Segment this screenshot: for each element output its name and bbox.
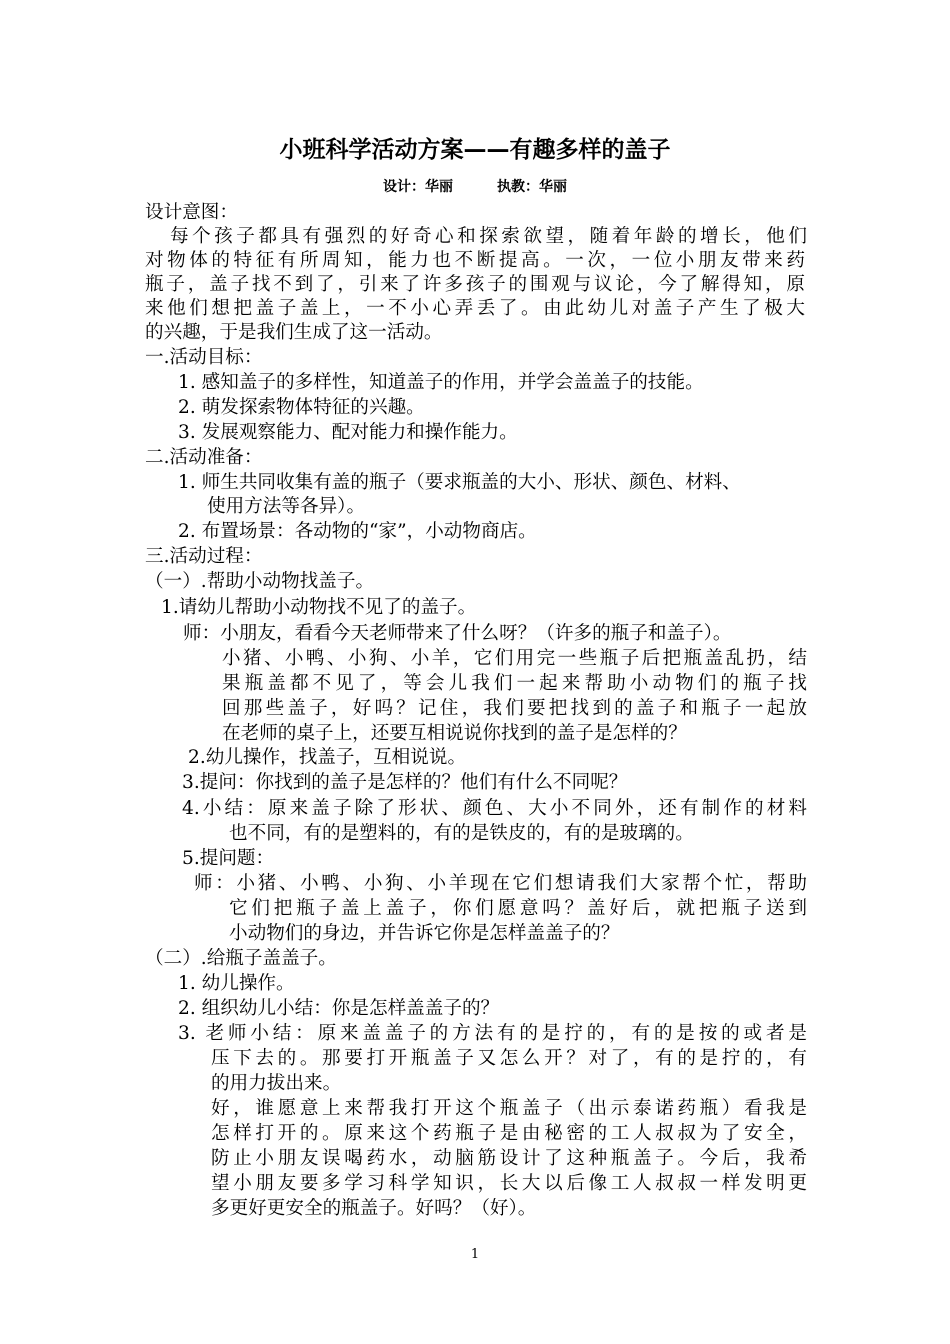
page-number: 1 (470, 1247, 480, 1262)
list-item: 3. 老师小结：原来盖盖子的方法有的是拧的，有的是按的或者是 (178, 1023, 807, 1044)
paragraph-line: 望小朋友要多学习科学知识，长大以后像工人叔叔一样发明更 (211, 1173, 807, 1194)
step-item-continuation: 也不同，有的是塑料的，有的是铁皮的，有的是玻璃的。 (229, 823, 694, 844)
paragraph-line: 怎样打开的。原来这个药瓶子是由秘密的工人叔叔为了安全， (211, 1123, 807, 1144)
list-item: 1. 感知盖子的多样性，知道盖子的作用，并学会盖盖子的技能。 (178, 372, 704, 393)
section-heading-goals: 一.活动目标： (145, 347, 263, 368)
teacher-speech-line: 在老师的桌子上，还要互相说说你找到的盖子是怎样的？ (222, 723, 687, 744)
list-item: 2. 布置场景：各动物的“家”，小动物商店。 (178, 521, 537, 542)
list-item: 3. 发展观察能力、配对能力和操作能力。 (178, 422, 518, 443)
byline (0, 177, 950, 197)
teacher-speech-line: 它们把瓶子盖上盖子，你们愿意吗？盖好后，就把瓶子送到 (229, 898, 807, 919)
designer-credit: 设计：华丽 (383, 179, 453, 195)
section-heading-preparation: 二.活动准备： (145, 447, 263, 468)
step-item: 5.提问题： (182, 848, 275, 869)
paragraph-line: 好，谁愿意上来帮我打开这个瓶盖子（出示泰诺药瓶）看我是 (211, 1098, 807, 1119)
paragraph-line: 对物体的特征有所周知，能力也不断提高。一次，一位小朋友带来药 (145, 250, 805, 271)
paragraph-line: 来他们想把盖子盖上，一不小心弄丢了。由此幼儿对盖子产生了极大 (145, 298, 805, 319)
paragraph-line: 的兴趣，于是我们生成了这一活动。 (145, 322, 443, 343)
list-item-continuation: 压下去的。那要打开瓶盖子又怎么开？对了，有的是拧的，有 (211, 1048, 807, 1069)
teacher-speech-line: 回那些盖子，好吗？记住，我们要把找到的盖子和瓶子一起放 (222, 698, 807, 719)
list-item: 1. 师生共同收集有盖的瓶子（要求瓶盖的大小、形状、颜色、材料、 (178, 472, 741, 493)
teacher-speech-line: 小猪、小鸭、小狗、小羊，它们用完一些瓶子后把瓶盖乱扔，结 (222, 648, 807, 669)
teacher-speech-line: 果瓶盖都不见了，等会儿我们一起来帮助小动物们的瓶子找 (222, 673, 807, 694)
paragraph-line: 多更好更安全的瓶盖子。好吗？（好）。 (211, 1198, 537, 1219)
teacher-speech-line: 小动物们的身边，并告诉它你是怎样盖盖子的？ (229, 923, 620, 944)
section-heading-process: 三.活动过程： (145, 546, 263, 567)
document-title: 小班科学活动方案——有趣多样的盖子 (279, 137, 671, 163)
teacher-credit: 执教：华丽 (497, 179, 567, 195)
teacher-speech: 师：小猪、小鸭、小狗、小羊现在它们想请我们大家帮个忙，帮助 (194, 873, 807, 894)
list-item: 1. 幼儿操作。 (178, 973, 295, 994)
list-item: 2. 组织幼儿小结：你是怎样盖盖子的？ (178, 998, 500, 1019)
paragraph-line: 防止小朋友误喝药水，动脑筋设计了这种瓶盖子。今后，我希 (211, 1148, 807, 1169)
section-heading-design-intent: 设计意图： (145, 202, 238, 223)
step-item: 4.小结：原来盖子除了形状、颜色、大小不同外，还有制作的材料 (182, 798, 807, 819)
step-item: 2.幼儿操作，找盖子，互相说说。 (188, 747, 467, 768)
subsection-heading: （一）.帮助小动物找盖子。 (145, 571, 375, 592)
list-item: 2. 萌发探索物体特征的兴趣。 (178, 397, 425, 418)
list-item-continuation: 的用力拔出来。 (211, 1073, 342, 1094)
paragraph-line: 每个孩子都具有强烈的好奇心和探索欲望，随着年龄的增长，他们 (170, 226, 807, 247)
step-item: 1.请幼儿帮助小动物找不见了的盖子。 (161, 597, 477, 618)
paragraph-line: 瓶子，盖子找不到了，引来了许多孩子的围观与议论，今了解得知，原 (145, 274, 805, 295)
list-item-continuation: 使用方法等各异）。 (207, 496, 366, 517)
step-item: 3.提问：你找到的盖子是怎样的？他们有什么不同呢？ (182, 772, 628, 793)
teacher-speech: 师：小朋友，看看今天老师带来了什么呀？（许多的瓶子和盖子）。 (183, 623, 732, 644)
subsection-heading: （二）.给瓶子盖盖子。 (145, 948, 337, 969)
